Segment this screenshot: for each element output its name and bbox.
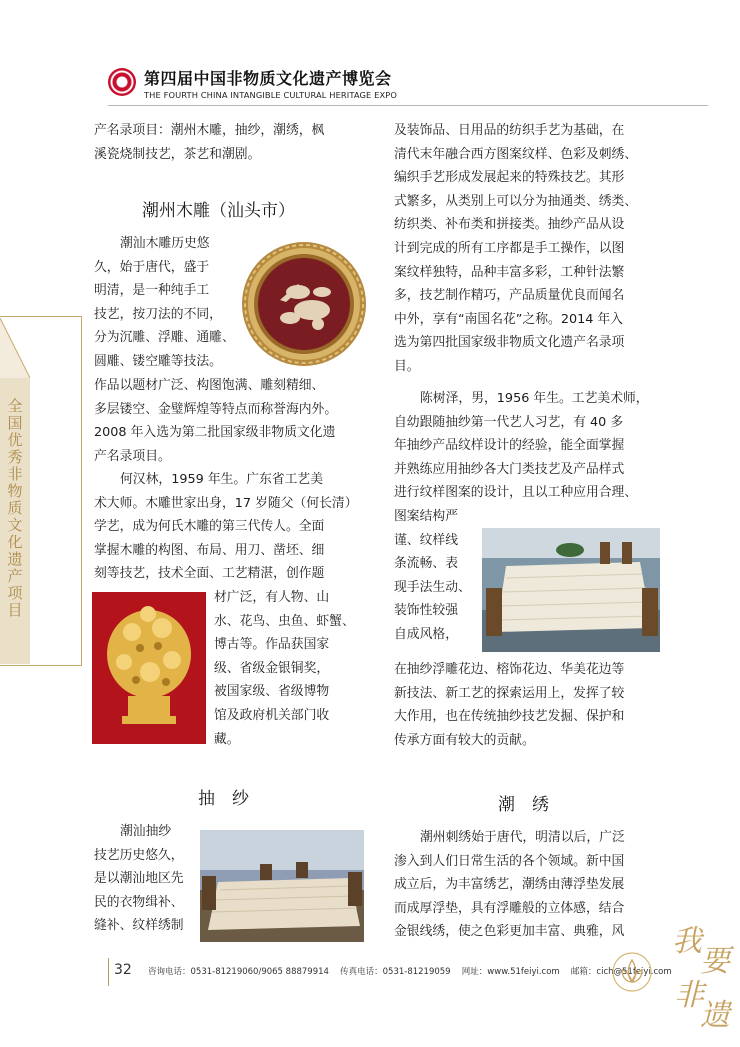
- text-line: 年抽纱产品纹样设计的经验，能全面掌握: [394, 438, 625, 454]
- text-line: 在抽纱浮雕花边、榕饰花边、华美花边等: [394, 662, 625, 677]
- text-line: 何汉林，1959 年生。广东省工艺美: [120, 472, 323, 487]
- footer-divider: [108, 958, 109, 986]
- brand-char: 遗: [700, 998, 730, 1033]
- embroidery-paragraph: [394, 826, 625, 944]
- drawnwork-table-image: [200, 830, 364, 942]
- text-line: 明清，是一种纯手工: [94, 283, 210, 299]
- text-line: 潮汕木雕历史悠: [120, 236, 210, 251]
- text-line: 刻等技艺，技术全面、工艺精湛，创作题: [94, 566, 325, 582]
- page-number: 32: [114, 962, 132, 978]
- text-line: 传承方面有较大的贡献。: [394, 732, 535, 748]
- text-line: 作品以题材广泛、构图饱满、雕刻精细、: [94, 378, 325, 393]
- woodcarving-plate-image: [240, 240, 368, 368]
- text-line: 谨、纹样线: [394, 532, 458, 548]
- text-line: 术大师。木雕世家出身，17 岁随父（何长清）: [94, 495, 358, 511]
- drawnwork-cont-paragraph: [394, 119, 637, 379]
- header-title-cn: 第四届中国非物质文化遗产博览会: [144, 69, 392, 88]
- text-line: 现手法生动、: [394, 579, 471, 595]
- lotus-brand-icon: [612, 952, 652, 992]
- embroidery-heading: 潮 绣: [498, 795, 549, 815]
- brand-char: 非: [674, 978, 704, 1013]
- text-line: 新技法、新工艺的探索运用上，发挥了较: [394, 685, 625, 701]
- text-line: 久，始于唐代，盛于: [94, 259, 210, 275]
- text-line: 2008 年入选为第二批国家级非物质文化遗: [94, 425, 336, 441]
- text-line: 圆雕、镂空雕等技法。: [94, 353, 222, 369]
- text-line: 馆及政府机关部门收: [214, 707, 330, 723]
- text-line: 目。: [394, 358, 420, 374]
- chen-shuze-wrap-paragraph: [394, 505, 471, 647]
- text-line: 渗入到人们日常生活的各个领域。新中国: [394, 853, 625, 869]
- text-line: 分为沉雕、浮雕、通雕、: [94, 330, 235, 346]
- woodcarving-wrap-paragraph: [94, 232, 235, 374]
- chen-shuze-paragraph: [394, 387, 649, 505]
- text-line: 博古等。作品获国家: [214, 637, 330, 653]
- woodcarving-full-paragraph: [94, 374, 337, 468]
- text-line: 自成风格，: [394, 626, 458, 642]
- text-line: 金银线绣，使之色彩更加丰富、典雅，风: [394, 924, 625, 940]
- chen-shuze-end-paragraph: [394, 658, 624, 752]
- text-line: 民的衣物缉补、: [94, 894, 184, 910]
- text-line: 水、花鸟、虫鱼、虾蟹、: [214, 613, 355, 629]
- text-line: 图案结构严: [394, 509, 458, 524]
- he-hanlin-paragraph: [94, 468, 358, 586]
- text-line: 陈树泽，男，1956 年生。工艺美术师，: [420, 391, 649, 406]
- text-line: 选为第四批国家级非物质文化遗产名录项: [394, 335, 625, 351]
- text-line: 产名录项目：潮州木雕，抽纱，潮绣，枫: [94, 123, 325, 138]
- he-hanlin-wrap-paragraph: [214, 586, 355, 751]
- lace-table-image: [482, 528, 660, 652]
- side-tab-label: 全国优秀非物质文化遗产项目: [7, 397, 23, 619]
- drawnwork-heading: 抽 纱: [198, 789, 249, 809]
- text-line: 技艺历史悠久，: [94, 847, 184, 863]
- side-tab-slant: [0, 318, 30, 380]
- text-line: 进行纹样图案的设计，且以工种应用合理、: [394, 485, 638, 501]
- text-line: 编织手艺形成发展起来的特殊技艺。其形: [394, 170, 625, 186]
- text-line: 技艺，按刀法的不同，: [94, 306, 222, 322]
- text-line: 案纹样独特，品种丰富多彩，工种针法繁: [394, 264, 625, 280]
- brand-char: 我: [672, 924, 702, 959]
- text-line: 学艺，成为何氏木雕的第三代传人。全面: [94, 519, 325, 535]
- text-line: 潮汕抽纱: [120, 824, 172, 839]
- text-line: 溪瓷烧制技艺，茶艺和潮剧。: [94, 146, 261, 162]
- text-line: 产名录项目。: [94, 448, 171, 464]
- text-line: 缝补、纹样绣制: [94, 918, 184, 934]
- text-line: 及装饰品、日用品的纺织手艺为基础，在: [394, 123, 625, 138]
- text-line: 掌握木雕的构图、布局、用刀、凿坯、细: [94, 542, 325, 558]
- text-line: 是以潮汕地区先: [94, 871, 184, 887]
- text-line: 多，技艺制作精巧，产品质量优良而闻名: [394, 288, 625, 304]
- text-line: 并熟练应用抽纱各大门类技艺及产品样式: [394, 461, 625, 477]
- text-line: 而成厚浮垫，具有浮雕般的立体感，结合: [394, 900, 625, 916]
- text-line: 多层镂空、金璧辉煌等特点而称誉海内外。: [94, 401, 338, 417]
- woodcarving-heading: 潮州木雕（汕头市）: [142, 201, 295, 221]
- text-line: 清代末年融合西方图案纹样、色彩及刺绣、: [394, 146, 638, 162]
- text-line: 藏。: [214, 731, 240, 747]
- text-line: 级、省级金银铜奖，: [214, 660, 330, 676]
- text-line: 式繁多，从类别上可以分为抽通类、绣类、: [394, 193, 638, 209]
- expo-logo-icon: [108, 68, 136, 96]
- text-line: 装饰性较强: [394, 603, 458, 619]
- text-line: 被国家级、省级博物: [214, 684, 330, 700]
- drawnwork-paragraph: [94, 820, 184, 938]
- text-line: 成立后，为丰富绣艺，潮绣由薄浮垫发展: [394, 877, 625, 893]
- text-line: 中外，享有“南国名花”之称。2014 年入: [394, 311, 624, 327]
- footer-contact-info: 咨询电话：0531-81219060/9065 88879914 传真电话：0531-81219059 网址：www.51feiyi.com 邮箱：cich@51feiyi.com: [148, 967, 672, 977]
- text-line: 潮州刺绣始于唐代，明清以后，广泛: [420, 830, 625, 845]
- header-divider: [108, 105, 708, 106]
- text-line: 材广泛，有人物、山: [214, 590, 330, 605]
- intro-paragraph: [94, 119, 324, 166]
- text-line: 自幼跟随抽纱第一代艺人习艺，有 40 多: [394, 414, 624, 430]
- text-line: 条流畅、表: [394, 556, 458, 572]
- header-title-en: THE FOURTH CHINA INTANGIBLE CULTURAL HERITAGE EXPO: [144, 90, 397, 100]
- text-line: 计到完成的所有工序都是手工操作，以图: [394, 240, 625, 256]
- text-line: 大作用，也在传统抽纱技艺发掘、保护和: [394, 709, 625, 725]
- brand-char: 要: [700, 944, 730, 979]
- text-line: 纺织类、补布类和拼接类。抽纱产品从设: [394, 217, 625, 233]
- gold-woodcarving-image: [92, 592, 206, 744]
